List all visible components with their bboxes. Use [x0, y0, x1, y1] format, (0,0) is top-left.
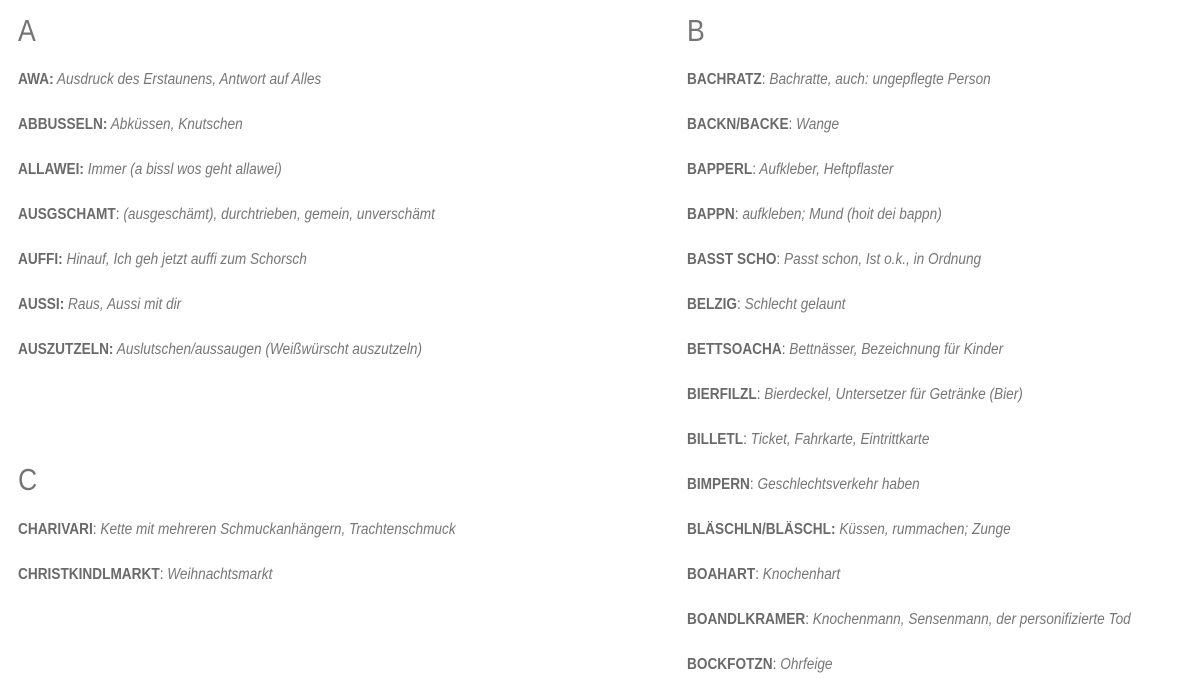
entry-definition: Schlecht gelaunt	[740, 296, 846, 313]
glossary-entry	[687, 69, 991, 91]
entry-separator: :	[830, 521, 836, 538]
entry-definition: Kette mit mehreren Schmuckanhängern, Trachtenschmuck	[96, 521, 456, 538]
entry-separator: :	[761, 71, 766, 88]
entry-definition: Bachratte, auch: ungepflegte Person	[765, 71, 991, 88]
glossary-entry	[18, 294, 181, 316]
entry-separator: :	[92, 521, 97, 538]
entry-definition: Küssen, rummachen; Zunge	[835, 521, 1011, 538]
entry-definition: Ohrfeige	[776, 656, 833, 673]
entry-definition: Auslutschen/aussaugen (Weißwürscht auszutzeln)	[113, 341, 423, 358]
entry-term: BOAHART	[687, 566, 756, 583]
entry-separator: :	[805, 611, 810, 628]
glossary-entry	[687, 294, 845, 316]
glossary-entry	[687, 249, 981, 271]
glossary-entry	[687, 429, 929, 451]
entry-term: AUSZUTZELN	[18, 341, 109, 358]
entry-separator: :	[755, 566, 759, 583]
entry-separator: :	[115, 206, 120, 223]
entry-separator: :	[79, 161, 84, 178]
glossary-entry	[687, 339, 1003, 361]
entry-term: AUFFI	[18, 251, 59, 268]
section-heading: B	[687, 13, 706, 48]
entry-separator: :	[734, 206, 739, 223]
entry-term: BILLETL	[687, 431, 744, 448]
entry-term: CHRISTKINDLMARKT	[18, 566, 160, 583]
glossary-entry	[687, 564, 840, 586]
entry-separator: :	[781, 341, 786, 358]
entry-definition: Geschlechtsverkehr haben	[753, 476, 920, 493]
glossary-entry	[687, 474, 920, 496]
entry-term: BIERFILZL	[687, 386, 757, 403]
section-heading: C	[18, 462, 38, 497]
glossary-entry	[18, 249, 307, 271]
entry-separator: :	[737, 296, 741, 313]
glossary-entry	[687, 384, 1023, 406]
glossary-entry	[687, 519, 1011, 541]
glossary-entry	[18, 519, 456, 541]
glossary-entry	[18, 69, 321, 91]
entry-term: BELZIG	[687, 296, 738, 313]
entry-definition: Knochenhart	[758, 566, 841, 583]
entry-term: BOANDLKRAMER	[687, 611, 806, 628]
entry-definition: aufkleben; Mund (hoit dei bappn)	[738, 206, 942, 223]
glossary-entry	[18, 339, 422, 361]
section-heading: A	[18, 13, 37, 48]
entry-definition: Passt schon, Ist o.k., in Ordnung	[780, 251, 982, 268]
entry-term: BETTSOACHA	[687, 341, 782, 358]
entry-definition: Aufkleber, Heftpflaster	[755, 161, 894, 178]
entry-definition: Ausdruck des Erstaunens, Antwort auf Alles	[53, 71, 322, 88]
entry-separator: :	[776, 251, 781, 268]
entry-separator: :	[772, 656, 777, 673]
entry-definition: Ticket, Fahrkarte, Eintrittkarte	[746, 431, 930, 448]
entry-separator: :	[102, 116, 108, 133]
entry-definition: Wange	[792, 116, 840, 133]
entry-separator: :	[756, 386, 761, 403]
entry-definition: Bettnässer, Bezeichnung für Kinder	[785, 341, 1004, 358]
entry-term: BOCKFOTZN	[687, 656, 773, 673]
entry-term: BASST SCHO	[687, 251, 777, 268]
entry-term: BIMPERN	[687, 476, 750, 493]
entry-definition: Raus, Aussi mit dir	[64, 296, 182, 313]
entry-separator: :	[743, 431, 747, 448]
entry-definition: Knochenmann, Sensenmann, der personifizierte Tod	[809, 611, 1131, 628]
glossary-entry	[687, 159, 893, 181]
entry-separator: :	[752, 161, 756, 178]
glossary-entry	[687, 114, 839, 136]
entry-term: BACHRATZ	[687, 71, 762, 88]
entry-definition: (ausgeschämt), durchtrieben, gemein, unverschämt	[119, 206, 435, 223]
entry-term: ABBUSSELN	[18, 116, 103, 133]
entry-term: ALLAWEI	[18, 161, 80, 178]
entry-separator: :	[58, 251, 63, 268]
entry-term: BAPPN	[687, 206, 735, 223]
glossary-entry	[687, 654, 833, 676]
entry-separator: :	[159, 566, 164, 583]
entry-definition: Bierdeckel, Untersetzer für Getränke (Bier)	[760, 386, 1023, 403]
entry-term: BACKN/BACKE	[687, 116, 789, 133]
glossary-entry	[18, 564, 272, 586]
entry-separator: :	[59, 296, 65, 313]
glossary-entry	[687, 204, 942, 226]
entry-term: CHARIVARI	[18, 521, 93, 538]
entry-separator: :	[49, 71, 54, 88]
entry-term: AUSSI	[18, 296, 60, 313]
entry-term: AUSGSCHAMT	[18, 206, 116, 223]
entry-definition: Immer (a bissl wos geht allawei)	[83, 161, 282, 178]
entry-definition: Weihnachtsmarkt	[163, 566, 273, 583]
entry-definition: Hinauf, Ich geh jetzt auffi zum Schorsch	[62, 251, 307, 268]
glossary-entry	[18, 159, 282, 181]
glossary-entry	[18, 114, 243, 136]
entry-definition: Abküssen, Knutschen	[107, 116, 243, 133]
entry-term: BLÄSCHLN/BLÄSCHL	[687, 521, 831, 538]
glossary-entry	[18, 204, 435, 226]
entry-separator: :	[108, 341, 114, 358]
entry-separator: :	[788, 116, 793, 133]
glossary-entry	[687, 609, 1131, 631]
entry-term: BAPPERL	[687, 161, 753, 178]
entry-term: AWA	[18, 71, 50, 88]
entry-separator: :	[749, 476, 754, 493]
